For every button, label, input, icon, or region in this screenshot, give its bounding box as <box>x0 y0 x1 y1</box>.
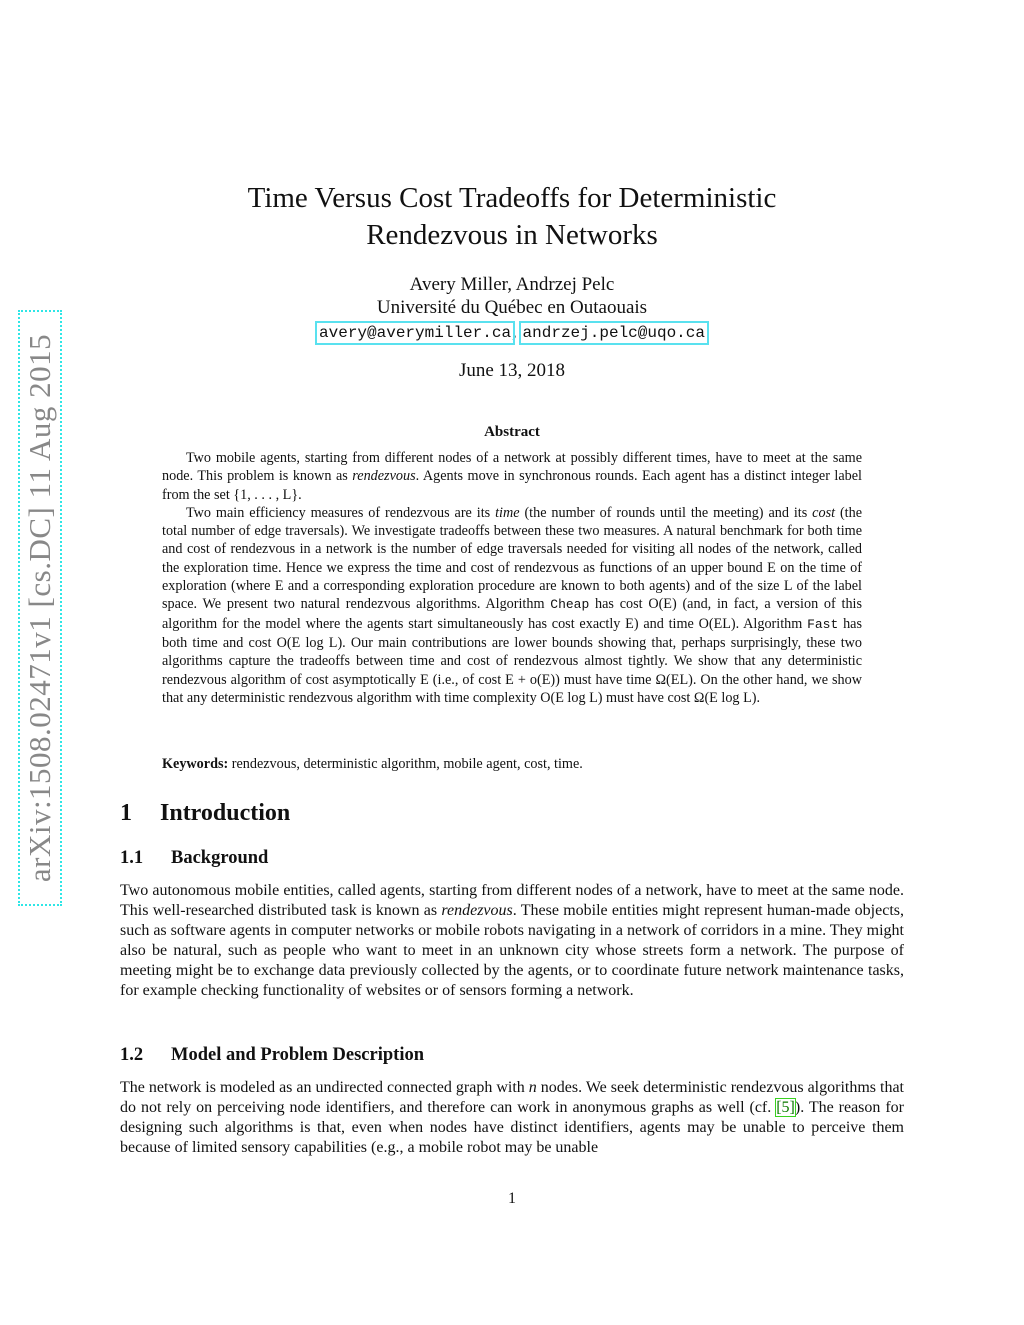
abstract-paragraph-2: Two main efficiency measures of rendezvous are its time (the number of rounds until the meeting) and its cost (the total number of edge traversals). We investigate tradeoffs between these two measures. A natural benchmark for both time and cost of rendezvous in a network is the number of edge traversals needed for visiting all nodes of the network, called the exploration time. Hence we express the time and cost of rendezvous as functions of an upper bound E on the time of exploration (where E and a corresponding exploration procedure are known to both agents) and of the size L of the label space. We present two natural rendezvous algorithms. Algorithm Cheap has cost O(E) (and, in fact, a version of this algorithm for the model where the agents start simultaneously has cost exactly E) and time O(EL). Algorithm Fast has both time and cost O(E log L). Our main contributions are lower bounds showing that, perhaps surprisingly, these two algorithms capture the tradeoffs between time and cost of rendezvous almost tightly. We show that any deterministic rendezvous algorithm of cost asymptotically E (i.e., of cost E + o(E)) must have time Ω(EL). On the other hand, we show that any deterministic rendezvous algorithm with time complexity O(E log L) must have cost Ω(E log L). <box>162 504 863 706</box>
email-separator: , <box>512 321 522 342</box>
background-paragraph: Two autonomous mobile entities, called agents, starting from different nodes of a network, have to meet at the same node. This well-researched distributed task is known as rendezvous. These mobile entities might represent human-made objects, such as software agents in computer networks or mobile robots navigating in a network of corridors in a mine. They might also be natural, such as people who want to meet in an unknown city whose streets form a network. The purpose of meeting might be to exchange data previously collected by the agents, or to coordinate future network maintenance tasks, for example checking functionality of websites or of sensors forming a network. <box>120 882 905 1000</box>
emails <box>150 321 874 343</box>
arxiv-id: arXiv:1508.02471v1 [cs.DC] 11 Aug 2015 <box>22 333 57 883</box>
date: June 13, 2018 <box>458 360 566 381</box>
email-link-1[interactable]: avery@averymiller.ca <box>319 324 512 342</box>
page-number: 1 <box>508 1190 516 1207</box>
section-heading-introduction: 1 Introduction <box>120 800 291 826</box>
subsection-heading-background: 1.1 Background <box>120 848 269 868</box>
keywords-text: rendezvous, deterministic algorithm, mobile agent, cost, time. <box>228 756 583 772</box>
keywords <box>162 756 862 773</box>
algorithm-name-cheap: Cheap <box>550 597 590 613</box>
title-line-2: Rendezvous in Networks <box>366 219 658 251</box>
model-paragraph: The network is modeled as an undirected connected graph with n nodes. We seek deterministic rendezvous algorithms that do not rely on perceiving node identifiers, and therefore can work in anonymous graphs as well (cf. [5]). The reason for designing such algorithms is that, even when nodes have distinct identifiers, agents may be unable to perceive them because of limited sensory capabilities (e.g., a mobile robot may be unable <box>120 1079 905 1157</box>
email-link-2[interactable]: andrzej.pelc@uqo.ca <box>522 324 705 342</box>
algorithm-name-fast: Fast <box>807 616 839 632</box>
keywords-label: Keywords: <box>162 756 229 772</box>
abstract-heading: Abstract <box>484 424 540 440</box>
subsection-heading-model: 1.2 Model and Problem Description <box>120 1045 424 1065</box>
abstract-paragraph-1: Two mobile agents, starting from different nodes of a network at possibly different times, have to meet at the same node. This problem is known as rendezvous. Agents move in synchronous rounds. Each agent has a distinct integer label from the set {1, . . . , L}. <box>162 450 863 503</box>
paper-title <box>150 180 874 254</box>
citation-link[interactable]: [5] <box>776 1099 795 1117</box>
authors: Avery Miller, Andrzej Pelc <box>409 274 615 295</box>
title-line-1: Time Versus Cost Tradeoffs for Deterministic <box>247 182 777 214</box>
affiliation: Université du Québec en Outaouais <box>376 297 648 318</box>
abstract <box>162 449 862 707</box>
arxiv-stamp[interactable] <box>18 310 62 906</box>
